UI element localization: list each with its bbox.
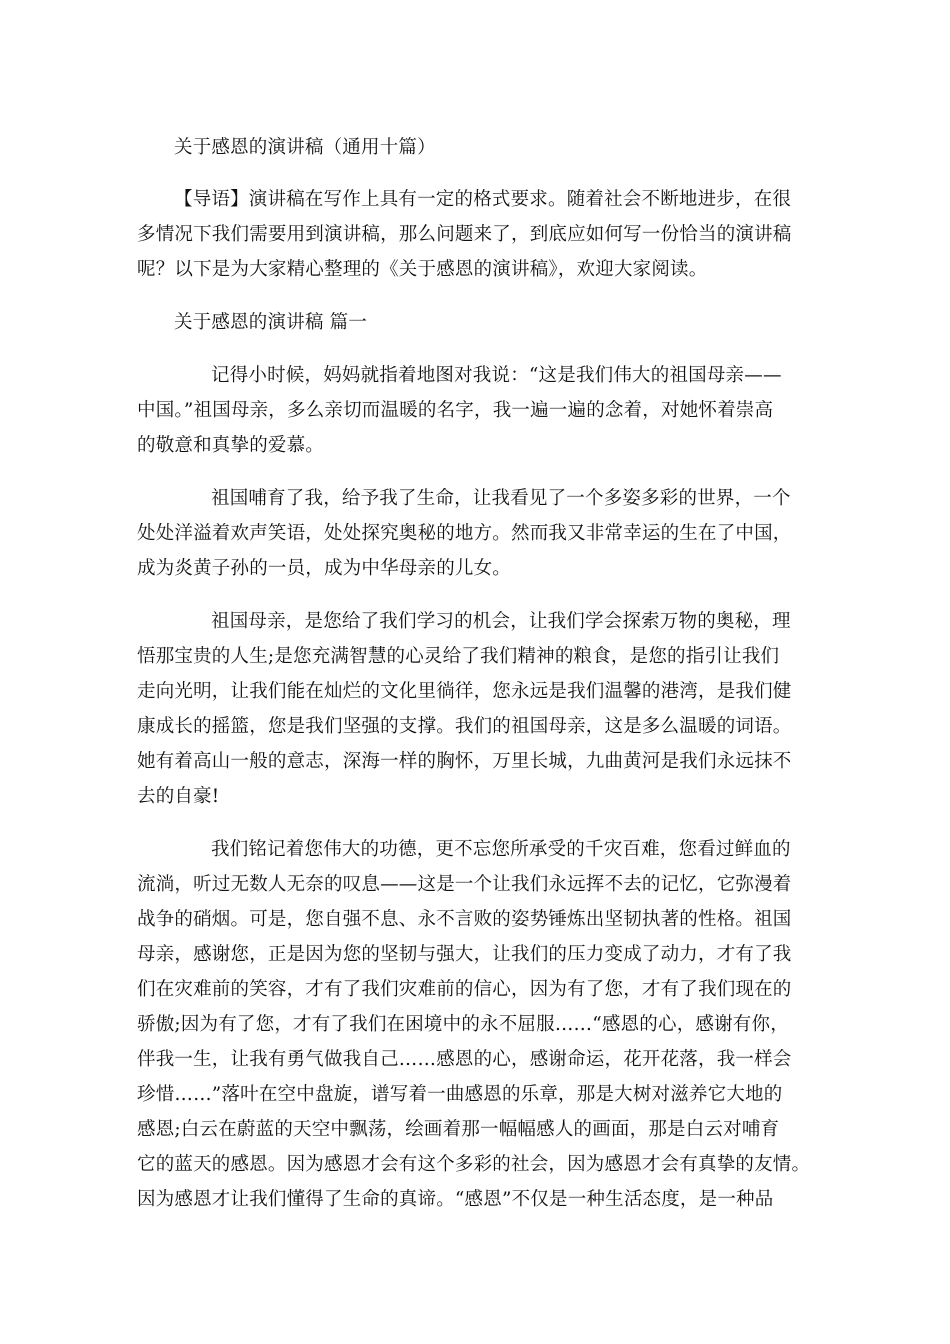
text-line: 的敬意和真挚的爱慕。	[137, 435, 325, 456]
text-line: 悟那宝贵的人生;是您充满智慧的心灵给了我们精神的粮食，是您的指引让我们	[137, 646, 780, 667]
text-line: 因为感恩才让我们懂得了生命的真谛。“感恩”不仅是一种生活态度，是一种品	[137, 1189, 774, 1210]
text-line: 多情况下我们需要用到演讲稿，那么问题来了，到底应如何写一份恰当的演讲稿	[137, 224, 792, 245]
text-line: 们在灾难前的笑容，才有了我们灾难前的信心，因为有了您，才有了我们现在的	[137, 979, 792, 1000]
text-line: 珍惜……”落叶在空中盘旋，谱写着一曲感恩的乐章，那是大树对滋养它大地的	[137, 1084, 783, 1105]
text-line: 记得小时候，妈妈就指着地图对我说：“这是我们伟大的祖国母亲——	[211, 365, 782, 386]
text-line: 【导语】演讲稿在写作上具有一定的格式要求。随着社会不断地进步，在很	[174, 189, 792, 210]
text-line: 伴我一生，让我有勇气做我自己……感恩的心，感谢命运，花开花落，我一样会	[137, 1049, 792, 1070]
text-line: 她有着高山一般的意志，深海一样的胸怀，万里长城，九曲黄河是我们永远抹不	[137, 751, 792, 772]
text-line: 它的蓝天的感恩。因为感恩才会有这个多彩的社会，因为感恩才会有真挚的友情。	[137, 1154, 811, 1175]
document-title: 关于感恩的演讲稿（通用十篇）	[174, 137, 436, 158]
paragraph	[137, 481, 812, 586]
text-line: 母亲，感谢您，正是因为您的坚韧与强大，让我们的压力变成了动力，才有了我	[137, 944, 792, 965]
paragraph	[137, 358, 812, 463]
text-line: 祖国哺育了我，给予我了生命，让我看见了一个多姿多彩的世界，一个	[211, 488, 791, 509]
text-line: 骄傲;因为有了您，才有了我们在困境中的永不屈服……“感恩的心，感谢有你，	[137, 1014, 789, 1035]
guide-paragraph	[137, 182, 812, 287]
paragraph	[137, 604, 812, 814]
text-line: 走向光明，让我们能在灿烂的文化里徜徉，您永远是我们温馨的港湾，是我们健	[137, 681, 792, 702]
text-line: 流淌，听过无数人无奈的叹息——这是一个让我们永远挥不去的记忆，它弥漫着	[137, 874, 792, 895]
text-line: 呢？以下是为大家精心整理的《关于感恩的演讲稿》，欢迎大家阅读。	[137, 259, 708, 280]
text-line: 感恩;白云在蔚蓝的天空中飘荡，绘画着那一幅幅感人的画面，那是白云对哺育	[137, 1119, 780, 1140]
text-line: 去的自豪!	[137, 786, 220, 807]
text-line: 祖国母亲，是您给了我们学习的机会，让我们学会探索万物的奥秘，理	[211, 611, 791, 632]
document-body	[137, 130, 812, 1217]
paragraph	[137, 832, 812, 1217]
text-line: 成为炎黄子孙的一员，成为中华母亲的儿女。	[137, 558, 512, 579]
text-line: 战争的硝烟。可是，您自强不息、永不言败的姿势锤炼出坚韧执著的性格。祖国	[137, 909, 792, 930]
text-line: 处处洋溢着欢声笑语，处处探究奥秘的地方。然而我又非常幸运的生在了中国，	[137, 523, 792, 544]
section-title: 关于感恩的演讲稿 篇一	[174, 312, 368, 333]
text-line: 康成长的摇篮，您是我们坚强的支撑。我们的祖国母亲，这是多么温暖的词语。	[137, 716, 792, 737]
text-line: 我们铭记着您伟大的功德，更不忘您所承受的千灾百难，您看过鲜血的	[211, 839, 791, 860]
text-line: 中国。”祖国母亲，多么亲切而温暖的名字，我一遍一遍的念着，对她怀着崇高	[137, 400, 774, 421]
